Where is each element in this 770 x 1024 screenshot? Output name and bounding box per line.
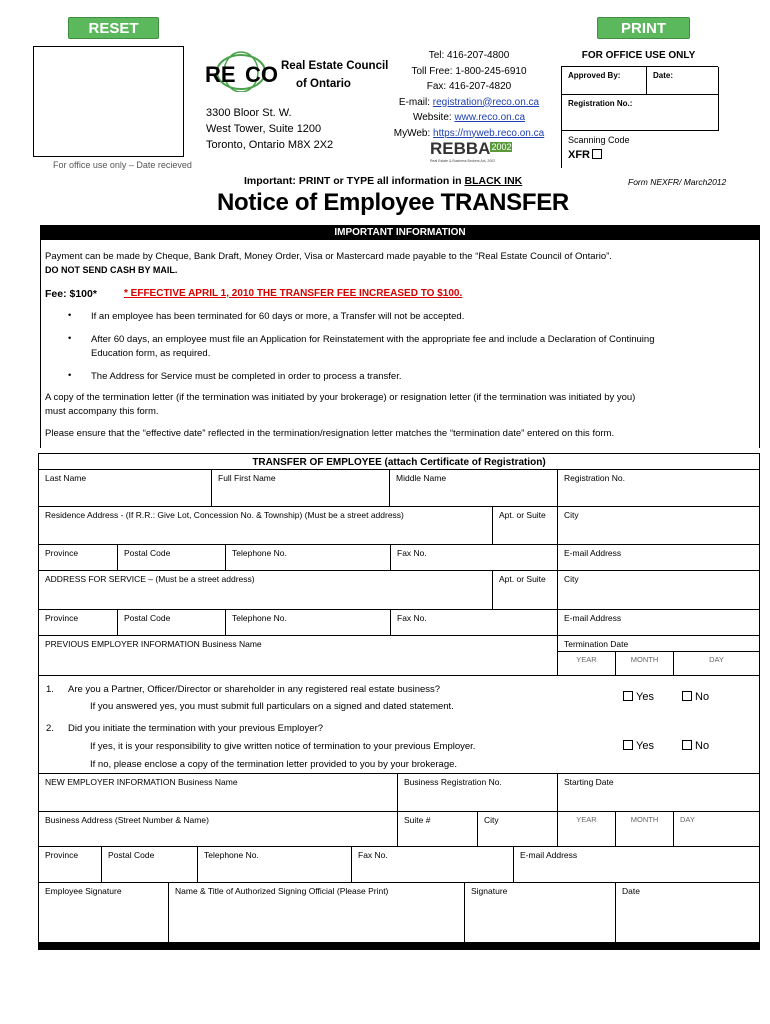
office-use-table [561, 66, 718, 168]
signature-date-field[interactable] [616, 883, 759, 943]
q2-yes-option[interactable] [623, 740, 654, 752]
business-address-label: Business Address (Street Number & Name) [45, 815, 209, 825]
termination-year-label: YEAR [576, 655, 597, 664]
rebba-year: 2002 [491, 142, 512, 152]
q2-no-checkbox[interactable] [682, 740, 692, 750]
bullet-text-2b: Education form, as required. [91, 348, 211, 359]
rebba-text: REBBA [430, 139, 491, 158]
termination-day-label: DAY [709, 655, 724, 664]
copy-line-1: A copy of the termination letter (if the termination was initiated by your brokerage) or resignation letter (if the termination was initiated by you) [45, 392, 636, 403]
termination-date-label: Termination Date [564, 639, 629, 649]
bullet-dot-1: • [68, 310, 72, 321]
service-postal-field[interactable] [118, 610, 226, 636]
last-name-label: Last Name [45, 473, 87, 483]
important-line [244, 175, 522, 187]
starting-day-label: DAY [680, 815, 695, 824]
important-prefix: Important: PRINT or TYPE all information in [244, 175, 465, 187]
org-name-line1: Real Estate Council [281, 60, 389, 72]
service-email-label: E-mail Address [564, 613, 622, 623]
reset-button[interactable]: RESET [68, 17, 159, 39]
employee-signature-field[interactable] [39, 883, 169, 943]
bullet-text-1: If an employee has been terminated for 60 days or more, a Transfer will not be accepted. [91, 311, 465, 322]
termination-year-field[interactable] [558, 652, 616, 676]
scanning-code-label: Scanning Code [568, 135, 630, 145]
business-reg-field[interactable] [398, 774, 558, 812]
starting-month-label: MONTH [630, 815, 659, 824]
fee-note: * EFFECTIVE APRIL 1, 2010 THE TRANSFER FEE INCREASED TO $100. [124, 288, 463, 299]
registration-no-label: Registration No.: [568, 99, 633, 108]
email-field[interactable] [558, 545, 759, 571]
termination-day-field[interactable] [674, 652, 759, 676]
q1-text: Are you a Partner, Officer/Director or shareholder in any registered real estate business? [68, 684, 441, 695]
q1-yes-label: Yes [636, 691, 654, 703]
org-name-line2: of Ontario [296, 78, 351, 90]
bullet-dot-3: • [68, 370, 72, 381]
previous-employer-label: PREVIOUS EMPLOYER INFORMATION Business Name [45, 639, 262, 649]
myweb-label: MyWeb: [393, 127, 434, 139]
address-line3: Toronto, Ontario M8X 2X2 [206, 139, 334, 151]
address-line2: West Tower, Suite 1200 [206, 123, 322, 135]
bullet-dot-2: • [68, 333, 72, 344]
website-link[interactable]: www.reco.on.ca [454, 112, 526, 123]
xfr-row [568, 149, 605, 161]
date-received-caption: For office use only – Date recieved [53, 160, 192, 170]
official-name-field[interactable] [169, 883, 465, 943]
address-line1: 3300 Bloor St. W. [206, 107, 292, 119]
termination-date-field [558, 636, 759, 652]
contact-fax: Fax: 416-207-4820 [426, 81, 512, 92]
new-employer-label: NEW EMPLOYER INFORMATION Business Name [45, 777, 238, 787]
print-button[interactable]: PRINT [597, 17, 690, 39]
new-email-field[interactable] [514, 847, 759, 883]
svg-text:RE: RE [205, 62, 236, 87]
new-fax-field[interactable] [352, 847, 514, 883]
contact-email-row [374, 95, 564, 111]
bullet-text-2: After 60 days, an employee must file an Application for Reinstatement with the appropriate fee and include a Declaration of Continuing [91, 334, 655, 345]
new-fax-label: Fax No. [358, 850, 388, 860]
rebba-sub: Real Estate & Business Brokers Act, 2002 [430, 159, 496, 163]
q2-no-label: No [695, 740, 710, 752]
website-label: Website: [412, 112, 455, 123]
service-city-field[interactable] [558, 571, 759, 610]
copy-line-2: must accompany this form. [45, 406, 159, 417]
residence-city-label: City [564, 510, 579, 520]
termination-month-field[interactable] [616, 652, 674, 676]
contact-website-row [374, 110, 564, 126]
q1-no-label: No [695, 691, 710, 703]
important-emph: BLACK INK [464, 175, 523, 187]
no-cash-text: DO NOT SEND CASH BY MAIL. [45, 265, 178, 275]
reco-logo [203, 50, 278, 92]
fee-label: Fee: $100* [45, 288, 97, 300]
q2-yes-checkbox[interactable] [623, 740, 633, 750]
xfr-label: XFR [568, 149, 590, 161]
ensure-text: Please ensure that the “effective date” reflected in the termination/resignation letter matches the “termination date” entered on this form. [45, 428, 615, 439]
signature-date-label: Date [622, 886, 640, 896]
official-signature-field[interactable] [465, 883, 616, 943]
postal-field[interactable] [118, 545, 226, 571]
transfer-header: TRANSFER OF EMPLOYEE (attach Certificate of Registration) [38, 455, 760, 470]
middle-name-label: Middle Name [396, 473, 447, 483]
new-postal-field[interactable] [102, 847, 198, 883]
residence-city-field[interactable] [558, 507, 759, 545]
official-name-label: Name & Title of Authorized Signing Official (Please Print) [175, 886, 389, 896]
termination-month-label: MONTH [630, 655, 659, 664]
service-province-field[interactable] [39, 610, 118, 636]
approved-by-cell[interactable] [562, 67, 647, 95]
contact-tel: Tel: 416-207-4800 [428, 50, 510, 61]
q2-sub-2: If no, please enclose a copy of the termination letter provided to you by your brokerage. [90, 759, 458, 770]
service-email-field[interactable] [558, 610, 759, 636]
q1-yes-option[interactable] [623, 691, 654, 703]
last-name-field[interactable] [39, 470, 212, 507]
form-code: Form NEXFR/ March2012 [628, 177, 727, 187]
residence-apt-label: Apt. or Suite [499, 510, 546, 520]
myweb-link[interactable]: https://myweb.reco.on.ca [433, 127, 545, 139]
fax-label: Fax No. [397, 548, 427, 558]
business-reg-label: Business Registration No. [404, 777, 502, 787]
xfr-checkbox[interactable] [592, 149, 602, 159]
approved-by-label: Approved By: [568, 71, 621, 80]
service-apt-label: Apt. or Suite [499, 574, 546, 584]
middle-name-field[interactable] [390, 470, 558, 507]
postal-label: Postal Code [124, 548, 171, 558]
starting-date-field [558, 774, 759, 812]
business-suite-label: Suite # [404, 815, 431, 825]
contact-tollfree: Toll Free: 1-800-245-6910 [411, 65, 527, 77]
q1-sub: If you answered yes, you must submit full particulars on a signed and dated statement. [90, 701, 454, 712]
office-date-cell[interactable] [647, 67, 719, 95]
business-address-field[interactable] [39, 812, 398, 847]
date-received-box [33, 46, 184, 157]
service-fax-label: Fax No. [397, 613, 427, 623]
starting-year-field[interactable] [558, 812, 616, 847]
email-link[interactable]: registration@reco.on.ca [432, 96, 540, 108]
business-city-label: City [484, 815, 499, 825]
payment-text: Payment can be made by Cheque, Bank Draft, Money Order, Visa or Mastercard made payable to the “Real Estate Council of Ontario”. [45, 251, 612, 262]
province-label: Province [45, 548, 79, 558]
starting-year-label: YEAR [576, 815, 597, 824]
service-postal-label: Postal Code [124, 613, 171, 623]
employee-signature-label: Employee Signature [45, 886, 122, 896]
service-apt-field[interactable] [493, 571, 558, 610]
new-postal-label: Postal Code [108, 850, 155, 860]
residence-address-field[interactable] [39, 507, 493, 545]
service-city-label: City [564, 574, 579, 584]
service-province-label: Province [45, 613, 79, 623]
province-field[interactable] [39, 545, 118, 571]
q1-no-checkbox[interactable] [682, 691, 692, 701]
registration-no-field[interactable] [558, 470, 759, 507]
business-city-field[interactable] [478, 812, 558, 847]
email-label: E-mail: [398, 96, 433, 108]
q2-number: 2. [46, 723, 54, 734]
office-date-label: Date: [653, 71, 674, 80]
registration-no-field-label: Registration No. [564, 473, 625, 483]
important-info-header: IMPORTANT INFORMATION [40, 225, 760, 240]
first-name-field[interactable] [212, 470, 390, 507]
service-fax-field[interactable] [391, 610, 558, 636]
svg-text:CO: CO [245, 62, 278, 87]
residence-apt-field[interactable] [493, 507, 558, 545]
fax-field[interactable] [391, 545, 558, 571]
new-employer-field[interactable] [39, 774, 398, 812]
previous-employer-field[interactable] [39, 636, 558, 676]
official-signature-label: Signature [471, 886, 508, 896]
q2-yes-label: Yes [636, 740, 654, 752]
starting-day-field[interactable] [674, 812, 759, 847]
business-suite-field[interactable] [398, 812, 478, 847]
service-telephone-label: Telephone No. [232, 613, 287, 623]
starting-month-field[interactable] [616, 812, 674, 847]
new-telephone-label: Telephone No. [204, 850, 259, 860]
page-title: Notice of Employee TRANSFER [217, 189, 569, 216]
q2-no-option[interactable] [682, 740, 709, 752]
registration-no-cell[interactable] [562, 95, 719, 131]
first-name-label: Full First Name [218, 473, 276, 483]
service-telephone-field[interactable] [226, 610, 391, 636]
office-use-title: FOR OFFICE USE ONLY [581, 50, 696, 61]
telephone-label: Telephone No. [232, 548, 287, 558]
service-label: ADDRESS FOR SERVICE – (Must be a street address) [45, 574, 255, 584]
email-label: E-mail Address [564, 548, 622, 558]
q2-text: Did you initiate the termination with your previous Employer? [68, 723, 324, 734]
residence-label: Residence Address - (If R.R.: Give Lot, Concession No. & Township) (Must be a street address) [45, 510, 404, 520]
contact-block [374, 48, 564, 141]
bullet-text-3: The Address for Service must be completed in order to process a transfer. [91, 371, 402, 382]
rebba-logo [430, 139, 510, 165]
new-province-label: Province [45, 850, 79, 860]
telephone-field[interactable] [226, 545, 391, 571]
new-telephone-field[interactable] [198, 847, 352, 883]
service-address-field[interactable] [39, 571, 493, 610]
new-province-field[interactable] [39, 847, 102, 883]
starting-date-label: Starting Date [564, 777, 614, 787]
q2-sub-1: If yes, it is your responsibility to give written notice of termination to your previous Employer. [90, 741, 476, 752]
new-email-label: E-mail Address [520, 850, 578, 860]
q1-number: 1. [46, 684, 54, 695]
q1-yes-checkbox[interactable] [623, 691, 633, 701]
q1-no-option[interactable] [682, 691, 709, 703]
